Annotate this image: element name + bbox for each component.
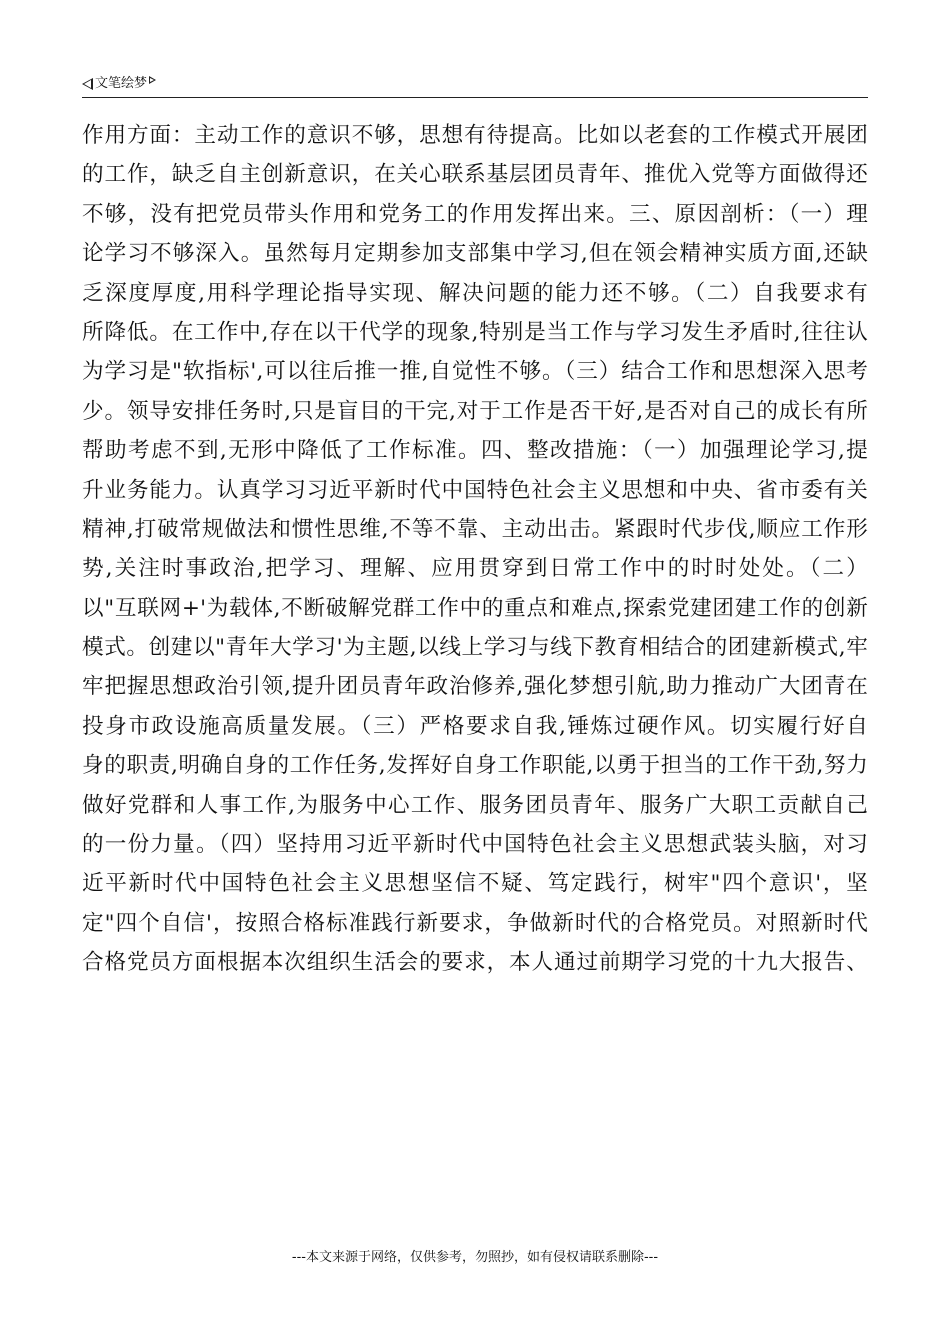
page-header bbox=[82, 74, 868, 98]
body-line: 少。领导安排任务时,只是盲目的干完,对于工作是否干好,是否对自己的成长有所 bbox=[82, 398, 868, 424]
body-line: 定"四个自信'，按照合格标准践行新要求，争做新时代的合格党员。对照新时代 bbox=[82, 910, 868, 936]
header-logo bbox=[82, 74, 868, 94]
body-line: 升业务能力。认真学习习近平新时代中国特色社会主义思想和中央、省市委有关 bbox=[82, 477, 868, 503]
triangle-right-icon bbox=[149, 76, 156, 84]
body-line: 的工作，缺乏自主创新意识，在关心联系基层团员青年、推优入党等方面做得还 bbox=[82, 162, 868, 188]
body-line: 近平新时代中国特色社会主义思想坚信不疑、笃定践行，树牢"四个意识'，坚 bbox=[82, 871, 868, 897]
body-line: 投身市政设施高质量发展。（三）严格要求自我,锤炼过硬作风。切实履行好自 bbox=[82, 713, 868, 739]
body-line: 身的职责,明确自身的工作任务,发挥好自身工作职能,以勇于担当的工作干劲,努力 bbox=[82, 753, 868, 779]
body-line: 论学习不够深入。虽然每月定期参加支部集中学习,但在领会精神实质方面,还缺 bbox=[82, 241, 868, 267]
body-line: 乏深度厚度,用科学理论指导实现、解决问题的能力还不够。（二）自我要求有 bbox=[82, 280, 868, 306]
body-line: 牢把握思想政治引领,提升团员青年政治修养,强化梦想引航,助力推动广大团青在 bbox=[82, 674, 868, 700]
body-line: 作用方面：主动工作的意识不够，思想有待提高。比如以老套的工作模式开展团 bbox=[82, 123, 868, 148]
body-line: 以"互联网+'为载体,不断破解党群工作中的重点和难点,探索党建团建工作的创新 bbox=[82, 595, 868, 621]
body-line: 精神,打破常规做法和惯性思维,不等不靠、主动出击。紧跟时代步伐,顺应工作形 bbox=[82, 516, 868, 542]
body-line: 做好党群和人事工作,为服务中心工作、服务团员青年、服务广大职工贡献自己 bbox=[82, 792, 868, 818]
page-footer: ---本文来源于网络，仅供参考，勿照抄，如有侵权请联系删除--- bbox=[291, 1250, 659, 1265]
header-logo-text: 文笔绘梦 bbox=[95, 76, 148, 91]
triangle-left-icon bbox=[82, 78, 93, 90]
body-line: 的一份力量。（四）坚持用习近平新时代中国特色社会主义思想武装头脑，对习 bbox=[82, 832, 868, 858]
body-line: 帮助考虑不到,无形中降低了工作标准。四、整改措施：（一）加强理论学习,提 bbox=[82, 438, 868, 464]
body-line: 不够，没有把党员带头作用和党务工的作用发挥出来。三、原因剖析：（一）理 bbox=[82, 201, 868, 227]
body-line: 模式。创建以"青年大学习'为主题,以线上学习与线下教育相结合的团建新模式,牢 bbox=[82, 635, 868, 661]
body-line: 合格党员方面根据本次组织生活会的要求，本人通过前期学习党的十九大报告、 bbox=[82, 950, 868, 976]
body-line: 所降低。在工作中,存在以干代学的现象,特别是当工作与学习发生矛盾时,往往认 bbox=[82, 319, 868, 345]
body-line: 势,关注时事政治,把学习、理解、应用贯穿到日常工作中的时时处处。（二） bbox=[82, 556, 868, 582]
header-divider bbox=[82, 97, 868, 98]
document-body bbox=[82, 116, 868, 983]
body-line: 为学习是"软指标',可以往后推一推,自觉性不够。（三）结合工作和思想深入思考 bbox=[82, 359, 868, 385]
